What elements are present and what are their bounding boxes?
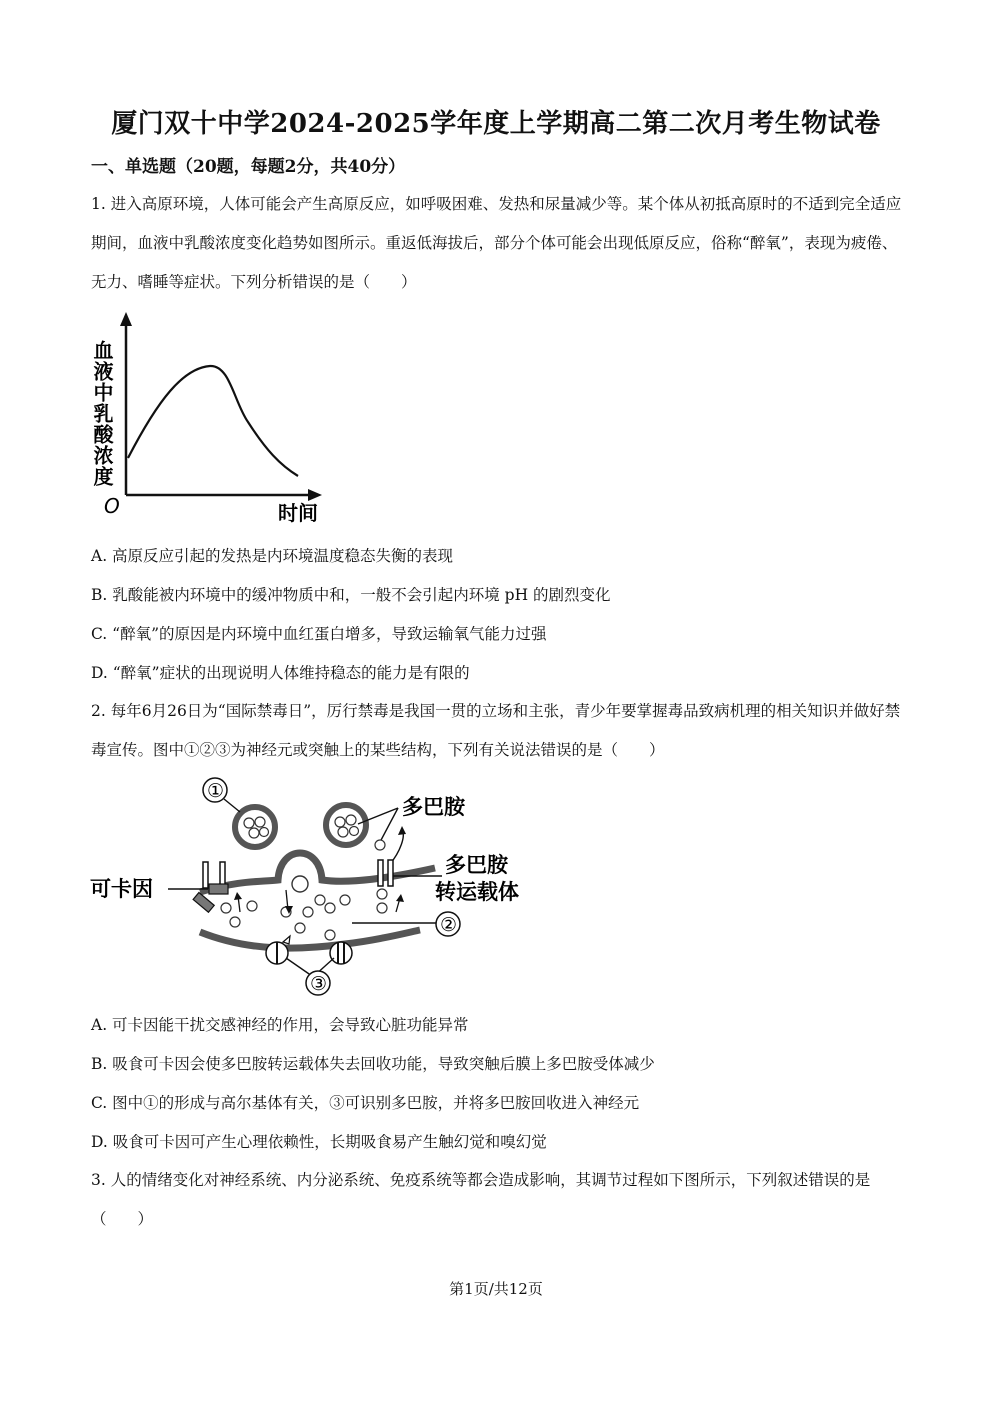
presynaptic-membrane [200,853,435,892]
question-2-option-c: C. 图中①的形成与高尔基体有关，③可识别多巴胺，并将多巴胺回收进入神经元 [91,1094,640,1112]
question-2-stem: 2. 每年6月26日为“国际禁毒日”，厉行禁毒是我国一贯的立场和主张，青少年要掌握毒品致病机理的相关知识并做好禁毒宣传。图中①②③为神经元或突触上的某些结构，下列有关说法错误的是（ ） [91,702,901,759]
label-dopamine: 多巴胺 [402,795,465,819]
cocaine-molecule [193,893,214,913]
page-footer: 第1页/共12页 [449,1280,543,1298]
synaptic-vesicle-1 [235,807,275,847]
receptor-right [330,942,352,964]
label-cocaine: 可卡因 [90,877,153,901]
question-2-option-b: B. 吸食可卡因会使多巴胺转运载体失去回收功能，导致突触后膜上多巴胺受体减少 [91,1055,655,1073]
x-axis-arrow-icon [308,489,322,501]
exocytosis-vesicle [292,876,308,892]
synaptic-vesicle-2 [326,805,366,845]
label-transporter-line2: 转运载体 [435,880,519,904]
question-3-stem: 3. 人的情绪变化对神经系统、内分泌系统、免疫系统等都会造成影响，其调节过程如下图所示，下列叙述错误的是（ ） [91,1171,871,1228]
section-heading: 一、单选题（20题，每题2分，共40分） [91,157,406,177]
question-2-option-a: A. 可卡因能干扰交感神经的作用，会导致心脏功能异常 [91,1016,469,1034]
lactate-curve-figure [88,310,328,528]
label-structure-3: ③ [310,973,328,995]
question-2-option-d: D. 吸食可卡因可产生心理依赖性，长期吸食易产生触幻觉和嗅幻觉 [91,1133,547,1151]
label-structure-1: ① [207,780,225,802]
question-1-stem: 1. 进入高原环境，人体可能会产生高原反应，如呼吸困难、发热和尿量减少等。某个体从初抵高原时的不适到完全适应期间，血液中乳酸浓度变化趋势如图所示。重返低海拔后，部分个体可能会出现低原反应，俗称“醉氧”，表现为疲倦、无力、嗜睡等症状。下列分析错误的是（ ） [91,195,902,291]
dopamine-transporter-right [378,860,393,886]
lactate-curve [128,366,298,476]
x-axis-label: 时间 [278,501,318,525]
y-axis-arrow-icon [120,312,132,326]
cocaine-bound-block [209,884,228,894]
receptor-left [266,936,290,964]
postsynaptic-membrane [200,930,420,948]
question-1-option-b: B. 乳酸能被内环境中的缓冲物质中和，一般不会引起内环境 pH 的剧烈变化 [91,586,611,604]
exam-title: 厦门双十中学2024-2025学年度上学期高二第二次月考生物试卷 [111,109,881,139]
question-1-option-c: C. “醉氧”的原因是内环境中血红蛋白增多，导致运输氧气能力过强 [91,625,547,643]
question-1-option-d: D. “醉氧”症状的出现说明人体维持稳态的能力是有限的 [91,664,470,682]
y-axis-label: 血液中乳酸浓度 [90,340,114,487]
label-structure-2: ② [440,914,458,936]
question-1-option-a: A. 高原反应引起的发热是内环境温度稳态失衡的表现 [91,547,454,565]
label-transporter-line1: 多巴胺 [445,853,508,877]
dopamine-molecules [221,889,387,940]
synapse-figure [90,772,540,1002]
origin-label: O [104,494,120,518]
